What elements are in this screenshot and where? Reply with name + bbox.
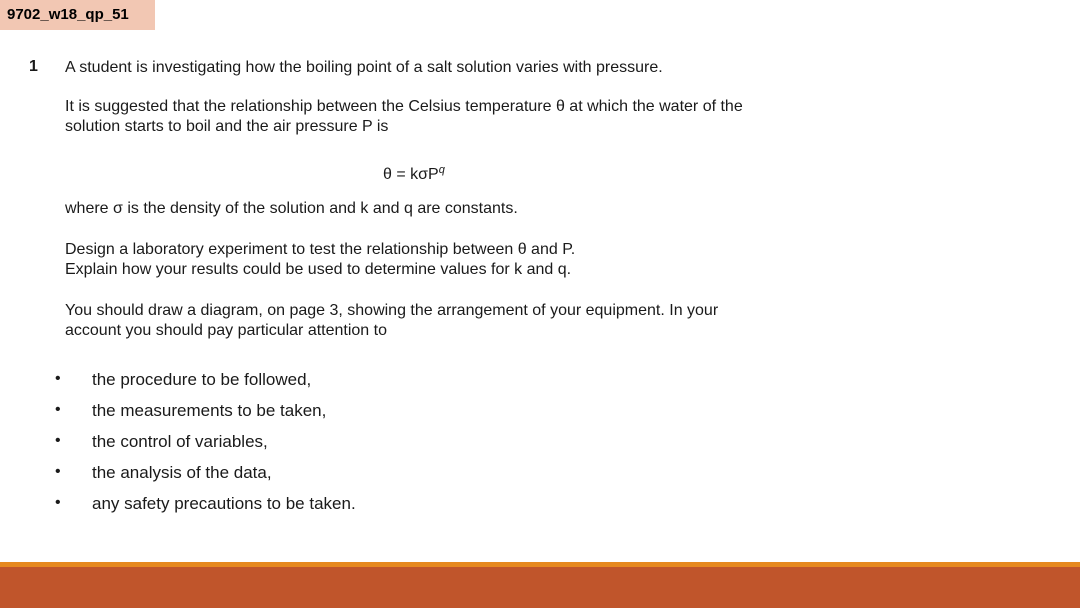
equation-exponent: q xyxy=(438,164,445,176)
list-item-text: the analysis of the data, xyxy=(92,463,272,482)
list-item-text: the procedure to be followed, xyxy=(92,370,312,389)
bullet-icon: • xyxy=(55,432,61,449)
list-item xyxy=(0,370,700,392)
list-item-text: the measurements to be taken, xyxy=(92,401,327,420)
question-number: 1 xyxy=(29,58,38,75)
suggestion-line-1: It is suggested that the relationship between the Celsius temperature θ at which the water of the xyxy=(65,98,743,115)
list-item-text: any safety precautions to be taken. xyxy=(92,494,356,513)
equation xyxy=(383,160,445,185)
equation-main: θ = kσP xyxy=(383,166,439,183)
diagram-line-1: You should draw a diagram, on page 3, showing the arrangement of your equipment. In your xyxy=(65,302,719,319)
design-paragraph xyxy=(65,240,807,280)
bullet-icon: • xyxy=(55,370,61,387)
list-item xyxy=(0,432,700,454)
design-line-2: Explain how your results could be used to determine values for k and q. xyxy=(65,261,572,278)
suggestion-paragraph xyxy=(65,97,807,137)
suggestion-line-2: solution starts to boil and the air pressure P is xyxy=(65,118,389,135)
diagram-line-2: account you should pay particular attention to xyxy=(65,322,387,339)
list-item xyxy=(0,494,700,516)
list-item-text: the control of variables, xyxy=(92,432,268,451)
list-item xyxy=(0,463,700,485)
diagram-instructions xyxy=(65,301,807,341)
document-code-tag: 9702_w18_qp_51 xyxy=(0,0,155,30)
bullet-icon: • xyxy=(55,463,61,480)
question-intro: A student is investigating how the boiling point of a salt solution varies with pressure. xyxy=(65,59,663,76)
bullet-icon: • xyxy=(55,401,61,418)
footer-bar xyxy=(0,567,1080,608)
design-line-1: Design a laboratory experiment to test the relationship between θ and P. xyxy=(65,241,576,258)
where-paragraph: where σ is the density of the solution and k and q are constants. xyxy=(65,200,518,217)
bullet-icon: • xyxy=(55,494,61,511)
list-item xyxy=(0,401,700,423)
